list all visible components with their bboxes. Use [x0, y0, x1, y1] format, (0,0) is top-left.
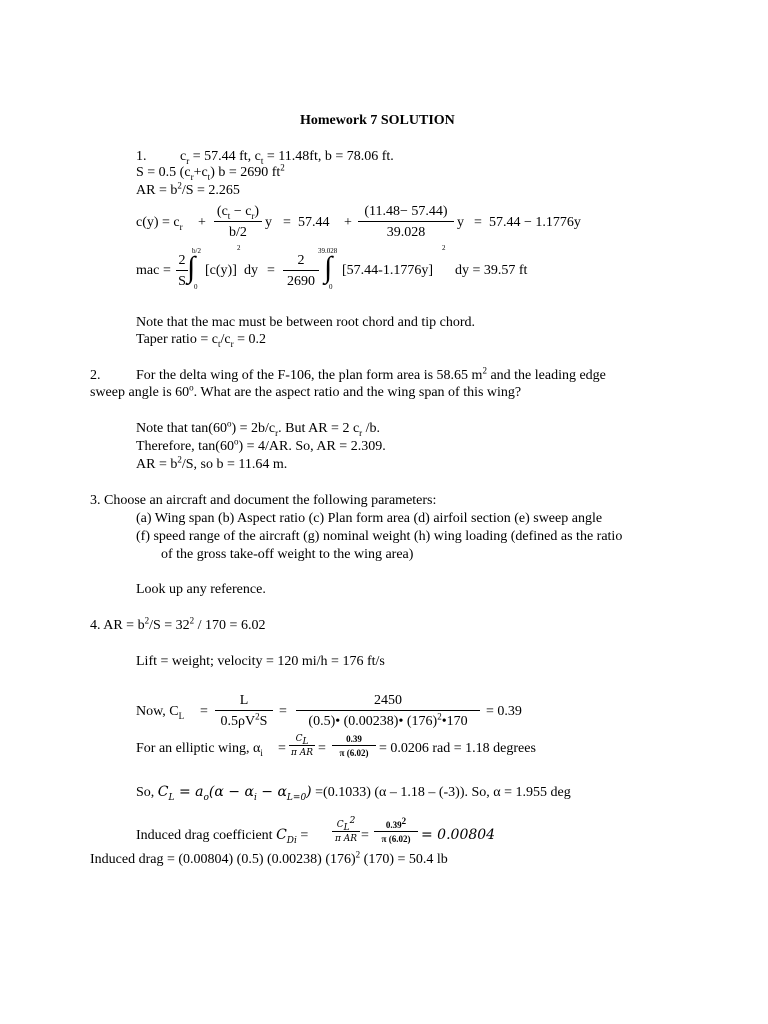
p1-aspect-ratio: AR = $b^2/S = 2.265$ — [136, 180, 240, 198]
exponent: 2 — [237, 244, 241, 252]
cl-lhs: Now, $C_L$ — [136, 704, 185, 721]
equals-sign: = — [279, 704, 287, 719]
differential: dy — [244, 263, 258, 278]
p3-list-line-1: (a) Wing span (b) Aspect ratio (c) Plan form area (d) airfoil section (e) sweep angle — [136, 511, 603, 526]
cy-fraction-1: $(c_t - c_r)$ b/2 — [214, 203, 262, 241]
p1-area: S = 0.5 $(c_r+c_t) b = 2690$ $ft^2$ — [136, 162, 285, 182]
y-variable: y — [457, 215, 464, 230]
p2-therefore: Therefore, $\tan(60^o) = 4/AR$. So, AR = 2.309. — [136, 436, 386, 454]
p1-number: 1. — [136, 149, 147, 164]
equals-sign: = — [267, 263, 275, 278]
cy-lhs: $c(y) = c_r$ — [136, 215, 183, 232]
p2-question-line-1: For the delta wing of the F-106, the plan form area is 58.65 $m^2$ and the leading edge — [136, 365, 606, 383]
plus-sign: + — [198, 215, 206, 230]
p2-number: 2. — [90, 368, 101, 383]
document-title: Homework 7 SOLUTION — [300, 113, 455, 128]
p2-note-tan: Note that $\tan(60^o) = 2b/c_r$. But AR = 2 $c_r$ /b. — [136, 418, 381, 438]
cl-fraction-1: L $0.5\rho V^2S$ — [215, 692, 273, 730]
cl-fraction-2: 2450 (0.5)• (0.00238)• $(176)^2•170$ — [296, 692, 480, 730]
cdi-lhs: Induced drag coefficient $C_{Di}$ = — [136, 827, 309, 846]
mac-integrand-1: [c(y)] — [205, 263, 237, 278]
equals-sign: = — [278, 741, 286, 756]
y-variable: y — [265, 215, 272, 230]
integral-lower-limit: 0 — [194, 283, 198, 291]
equals-sign: = — [474, 215, 482, 230]
ell-result: = 0.0206 rad = 1.18 degrees — [379, 741, 536, 756]
integral-sign: ∫ — [187, 251, 196, 284]
p1-note-mac: Note that the mac must be between root chord and tip chord. — [136, 315, 476, 330]
mac-fraction-2: 2 2690 — [283, 252, 319, 290]
cy-result: 57.44 − 1.1776y — [489, 215, 581, 230]
equals-sign: = — [283, 215, 291, 230]
ell-fraction-1: $C_L$ π AR — [290, 734, 314, 758]
p2-question-line-2: sweep angle is 60$^o$. What are the aspect ratio and the wing span of this wing? — [90, 382, 522, 400]
p3-lookup: Look up any reference. — [136, 582, 266, 597]
p2-span: AR = $b^2/S$, so b = 11.64 m. — [136, 454, 288, 472]
p3-intro: 3. Choose an aircraft and document the following parameters: — [90, 493, 437, 508]
p1-chords: $c_r = 57.44$ ft, $c_t = 11.48ft$, b = 78.06 ft. — [180, 149, 394, 166]
cl-result: = 0.39 — [486, 704, 522, 719]
equals-sign: = — [163, 263, 171, 278]
p4-aspect-ratio: 4. AR = $b^2/S = 32^2 / 170 = 6.02$ — [90, 615, 266, 633]
cy-root-value: 57.44 — [298, 215, 330, 230]
equals-sign: = — [200, 704, 208, 719]
p4-lift-weight: Lift = weight; velocity = 120 mi/h = 176 ft/s — [136, 654, 385, 669]
cdi-fraction-1: $C_L^2$ π AR — [332, 820, 360, 844]
p4-alpha-solution: So, $C_L = a_o(\alpha - \alpha_i - \alpha_{L=0}) =(0.1033)$ (α – 1.18 – (-3)). So, α = 1.955 deg — [136, 784, 571, 803]
exponent: 2 — [442, 244, 446, 252]
equals-sign: = — [361, 828, 369, 843]
integral-upper-limit: 39.028 — [318, 247, 338, 255]
mac-fraction-1: 2 S — [176, 252, 188, 290]
p3-list-line-2: (f) speed range of the aircraft (g) nominal weight (h) wing loading (defined as the ratio — [136, 529, 623, 544]
mac-integrand-2: [57.44-1.1776y] — [342, 263, 433, 278]
cdi-fraction-2: 0.39$^2$ π (6.02) — [374, 820, 418, 844]
integral-upper-limit: b/2 — [192, 247, 201, 255]
cy-fraction-2: (11.48− 57.44) 39.028 — [358, 203, 454, 241]
integral-sign: ∫ — [324, 251, 333, 284]
p3-list-line-3: of the gross take-off weight to the wing area) — [161, 547, 414, 562]
mac-label: mac — [136, 263, 160, 278]
cdi-result: = 0.00804 — [421, 827, 496, 843]
mac-result: dy = 39.57 ft — [455, 263, 528, 278]
equals-sign: = — [318, 741, 326, 756]
p4-induced-drag: Induced drag = (0.00804) (0.5) (0.00238) $(176)^2$ (170) = 50.4 lb — [90, 849, 448, 867]
integral-lower-limit: 0 — [329, 283, 333, 291]
p1-taper-ratio: Taper ratio = $c_t/c_r = 0.2$ — [136, 332, 266, 349]
ell-lhs: For an elliptic wing, $\alpha_i$ — [136, 741, 263, 758]
plus-sign: + — [344, 215, 352, 230]
ell-fraction-2: 0.39 π (6.02) — [332, 734, 376, 758]
